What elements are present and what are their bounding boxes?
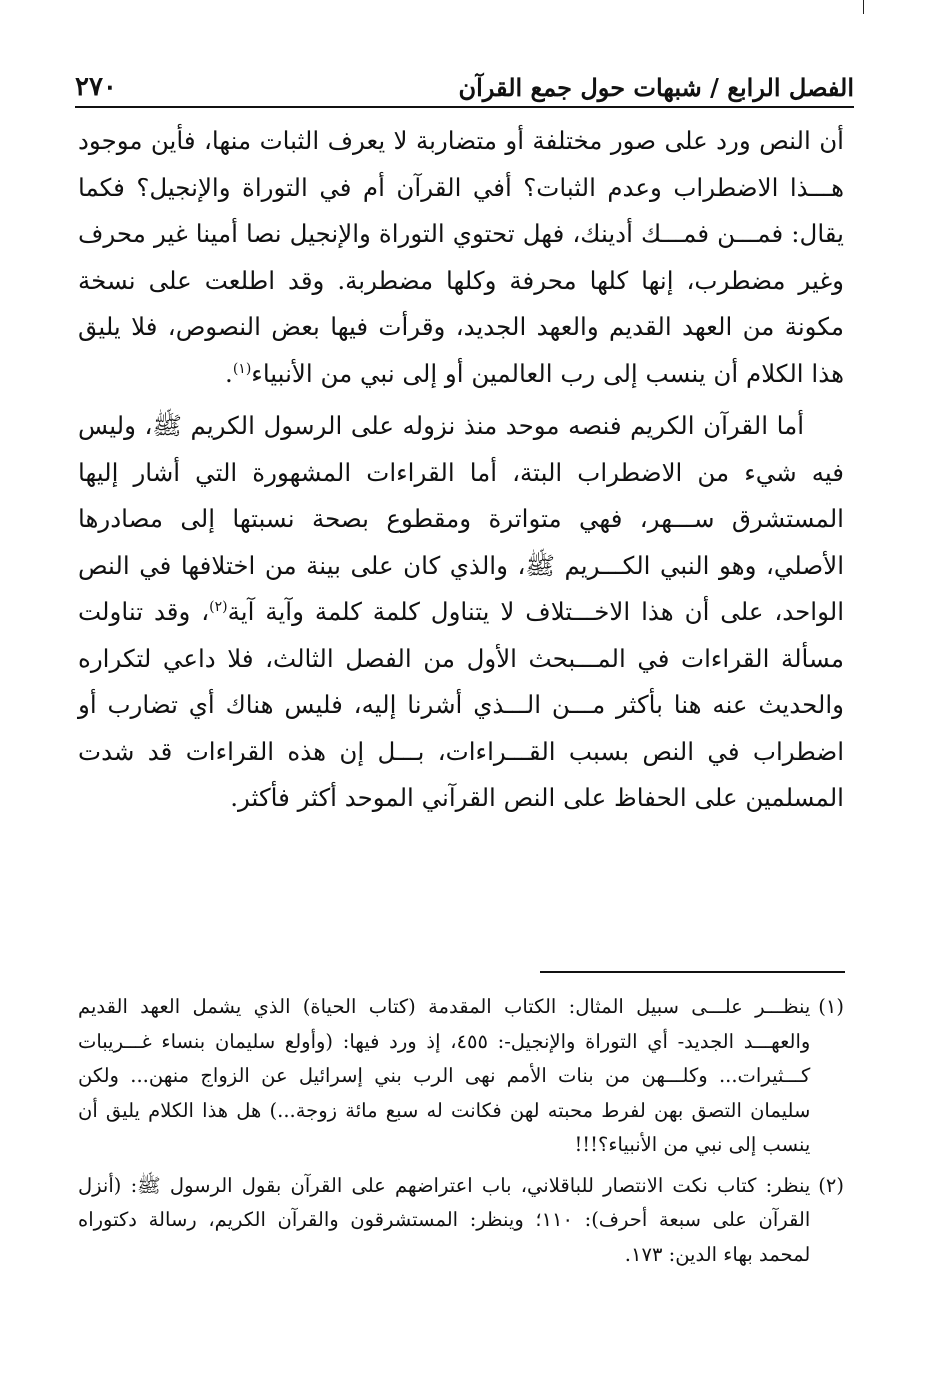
paragraph-2 xyxy=(78,403,844,822)
footnote-2 xyxy=(78,1169,844,1273)
footnote-1 xyxy=(78,990,844,1163)
header-rule xyxy=(75,106,854,108)
footnote-separator xyxy=(540,971,845,973)
footnote-text: ينظر: كتاب نكت الانتصار للباقلاني، باب اعتراضهم على القرآن بقول الرسول ﷺ: (أنزل القرآن على سبعة أحرف): ١١٠؛ وينظر: المستشرقون والقرآن الكريم، رسالة دكتوراه لمحمد بهاء الدين: ١٧٣. xyxy=(78,1173,811,1266)
paragraph-1 xyxy=(78,118,844,397)
footnote-number: (٢) xyxy=(818,1173,844,1197)
main-text xyxy=(78,118,844,822)
footnote-ref-1: (١) xyxy=(232,360,252,377)
footnote-number: (١) xyxy=(818,995,844,1018)
footnote-text: ينظـــر علـــى سبيل المثال: الكتاب المقدمة (كتاب الحياة) الذي يشمل العهد القديم والعهـــد الجديد- أي التوراة والإنجيل-: ٤٥٥، إذ ورد فيها: (وأولع سليمان بنساء غـــريبات كـــثيرات... وكلـــهن من بنات الأمم نهى الرب بني إسرائيل عن الزواج منهن... ولكن سليمان التصق بهن لفرط محبته لهن فكانت له سبع مائة زوجة...) هل هذا الكلام يليق أن ينسب إلى نبي من الأنبياء؟!!! xyxy=(78,995,811,1156)
crop-mark xyxy=(863,0,864,14)
paragraph-1-text: أن النص ورد على صور مختلفة أو متضاربة لا يعرف الثبات منها، فأين موجود هـــذا الاضطراب وعدم الثبات؟ أفي القرآن أم في التوراة والإنجيل؟ فكما يقال: فمـــن فمـــك أدينك، فهل تحتوي التوراة والإنجيل نصا أمينا غير محرف وغير مضطرب، إنها كلها محرفة وكلها مضطربة. وقد اطلعت على نسخة مكونة من العهد القديم والعهد الجديد، وقرأت فيها بعض النصوص، فلا يليق هذا الكلام أن ينسب إلى رب العالمين أو إلى نبي من الأنبياء xyxy=(78,126,844,388)
paragraph-2-part1: أما القرآن الكريم فنصه موحد منذ نزوله على الرسول الكريم ﷺ، وليس فيه شيء من الاضطراب البتة، أما القراءات المشهورة التي أشار إليها المستشرق ســـهر، فهي متواترة ومقطوع بصحة نسبتها إلى مصادرها الأصلي، وهو النبي الكـــريم ﷺ، والذي كان على بينة من اختلافها في النص الواحد، على أن هذا الاخـــتلاف لا يتناول كلمة كلمة وآية آية xyxy=(78,411,844,626)
running-title: الفصل الرابع / شبهات حول جمع القرآن xyxy=(458,73,854,102)
footnotes xyxy=(78,990,844,1278)
footnote-ref-2: (٢) xyxy=(209,598,228,615)
paragraph-1-tail: . xyxy=(225,358,233,388)
paragraph-2-part2: ، وقد تناولت مسألة القراءات في المـــبحث الأول من الفصل الثالث، فلا داعي لتكراره والحديث عنه هنا بأكثر مـــن الـــذي أشرنا إليه، فليس هناك أي تضارب أو اضطراب في النص بسبب القـــراءات، بـــل إن هذه القراءات قد شدت المسلمين على الحفاظ على النص القرآني الموحد أكثر فأكثر. xyxy=(78,597,844,812)
page-number: ٢٧٠ xyxy=(75,72,117,102)
page-header xyxy=(75,62,854,102)
